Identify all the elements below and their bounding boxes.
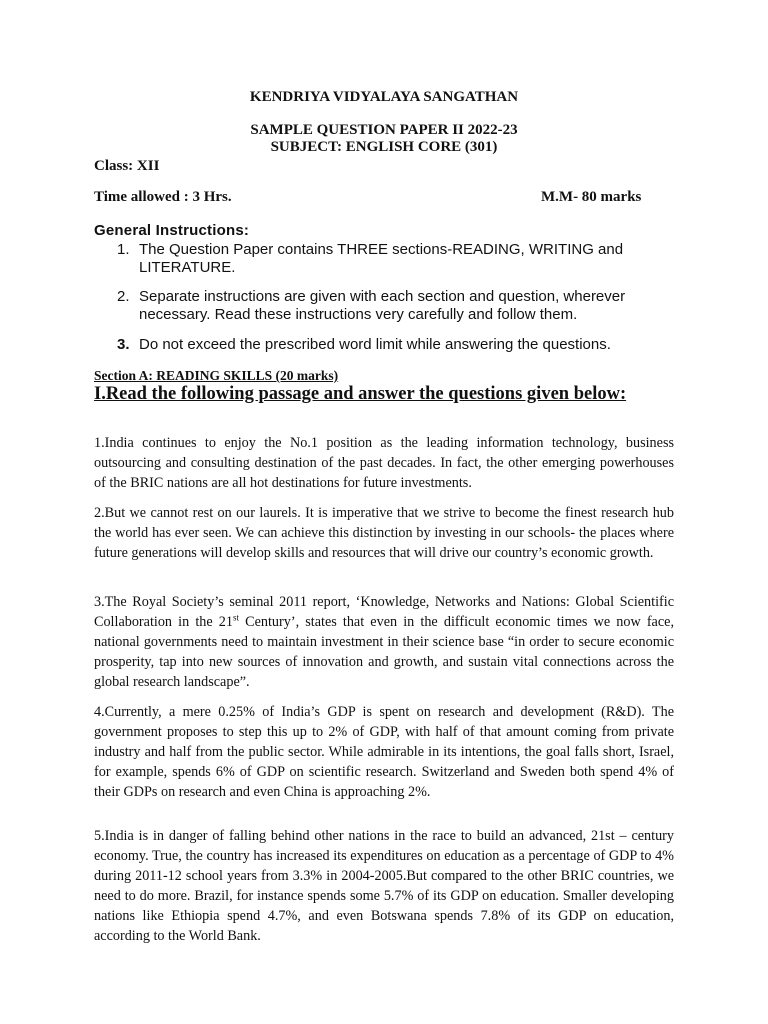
- org-title: KENDRIYA VIDYALAYA SANGATHAN: [249, 89, 519, 105]
- paragraph-3-text-end: Century’, states that even in the difficult economic times we now face, national governments need to maintain investment in their science base “in order to secure economic prosperity, tap into new sources of innovation and growth, and sustain vital connections across the global research landscape”.: [94, 614, 674, 691]
- instruction-item: [117, 241, 657, 281]
- passage-paragraph-3: [94, 592, 674, 692]
- instruction-text: The Question Paper contains THREE sections-READING, WRITING and LITERATURE.: [139, 241, 624, 276]
- instruction-text: Separate instructions are given with each section and question, wherever necessary. Read these instructions very carefully and follow them.: [139, 288, 626, 323]
- question-heading: I.Read the following passage and answer the questions given below:: [94, 384, 627, 404]
- max-marks: M.M- 80 marks: [541, 189, 642, 205]
- instruction-item: [117, 288, 657, 328]
- time-allowed: Time allowed : 3 Hrs.: [94, 189, 232, 205]
- instruction-number: 3.: [117, 336, 130, 353]
- paper-title: SAMPLE QUESTION PAPER II 2022-23: [250, 122, 518, 138]
- passage-paragraph-4: 4.Currently, a mere 0.25% of India’s GDP is spent on research and development (R&D). The government proposes to step this up to 2% of GDP, with half of that amount coming from private industry and half from the public sector. While admirable in its intentions, the goal falls short, Israel, for example, spends 6% of GDP on scientific research. Switzerland and Sweden both spend 4% of their GDPs on research and even China is approaching 2%.: [94, 704, 674, 801]
- instruction-item: [117, 336, 657, 356]
- instruction-text: Do not exceed the prescribed word limit while answering the questions.: [139, 336, 611, 353]
- passage-paragraph-2: 2.But we cannot rest on our laurels. It is imperative that we strive to become the finest research hub the world has ever seen. We can achieve this distinction by investing in our schools- the places where future generations will develop skills and resources that will drive our country’s economic growth.: [94, 505, 674, 562]
- subject-title: SUBJECT: ENGLISH CORE (301): [270, 139, 498, 155]
- class-label: Class: XII: [94, 158, 160, 174]
- section-a-title: Section A: READING SKILLS (20 marks): [94, 368, 339, 383]
- instruction-number: 1.: [117, 241, 130, 258]
- instruction-number: 2.: [117, 288, 130, 305]
- paragraph-3-text-start: 3.The Royal Society’s seminal 2011 report, ‘Knowledge, Networks and Nations: Global Scientific Collaboration in the 21: [94, 594, 674, 631]
- superscript-st: st: [232, 612, 239, 623]
- instructions-heading: General Instructions:: [94, 222, 250, 239]
- passage-paragraph-5: 5.India is in danger of falling behind other nations in the race to build an advanced, 21st – century economy. True, the country has increased its expenditures on education as a percentage of GDP to 4% during 2011-12 school years from 3.3% in 2004-2005.But compared to the other BRIC countries, we need to do more. Brazil, for instance spends some 5.7% of its GDP on education. Smaller developing nations like Ethiopia spend 4.7%, and even Botswana spends 7.8% of its GDP on education, according to the World Bank.: [94, 828, 674, 945]
- passage-paragraph-1: 1.India continues to enjoy the No.1 position as the leading information technology, business outsourcing and consulting destination of the past decades. In fact, the other emerging powerhouses of the BRIC nations are all hot destinations for future investments.: [94, 435, 674, 492]
